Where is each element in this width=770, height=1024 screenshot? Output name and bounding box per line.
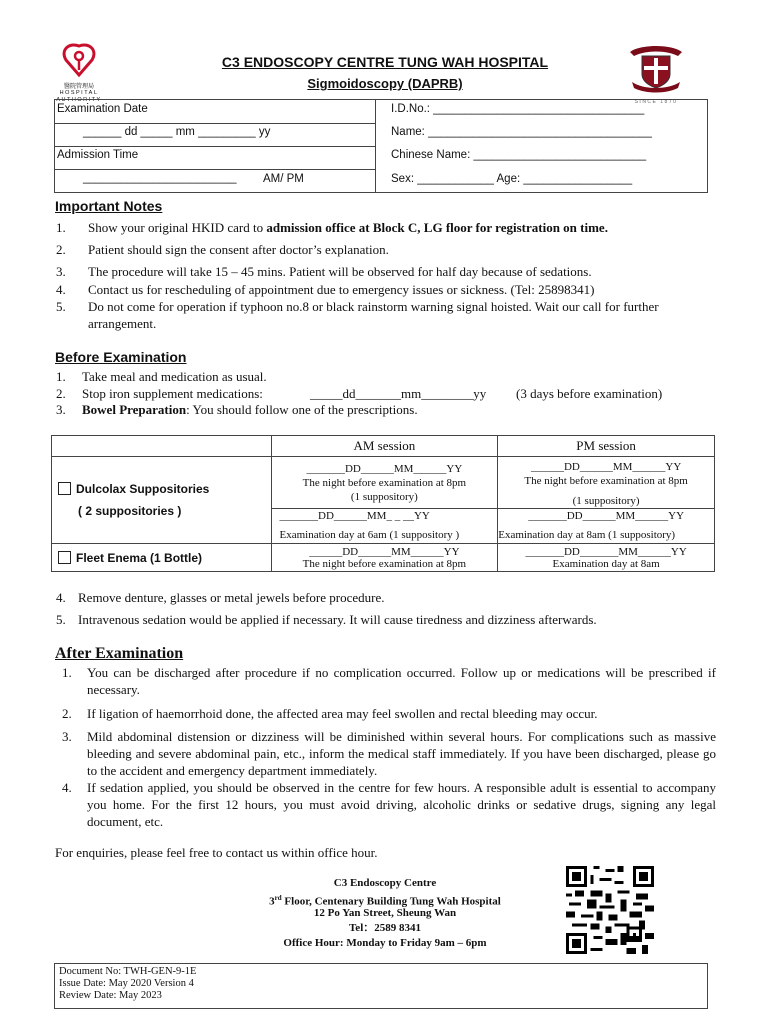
am-session-header: AM session [271, 436, 498, 457]
review-date: Review Date: May 2023 [59, 990, 162, 1001]
note-num: 5. [56, 299, 66, 314]
chinese-name-field[interactable]: Chinese Name: ___________________________ [391, 149, 647, 161]
pm-instruction: The night before examination at 8pm [524, 475, 688, 487]
tung-wah-crest [626, 42, 686, 105]
before-num: 3. [56, 402, 66, 417]
after-num: 4. [62, 780, 72, 795]
am-date-field[interactable]: _______DD______MM_ _ __YY [279, 510, 430, 522]
before-item [56, 401, 736, 418]
admission-time-field[interactable]: ________________________ [83, 172, 237, 184]
contact-hours: Office Hour: Monday to Friday 9am – 6pm [283, 937, 487, 949]
am-pm-label: AM/ PM [263, 173, 304, 185]
info-row-line-3 [55, 169, 375, 170]
note-num: 2. [56, 242, 66, 257]
after-exam-heading: After Examination [55, 645, 184, 662]
exam-date-field[interactable]: ______ dd _____ mm _________ yy [83, 126, 271, 138]
note-num: 1. [56, 220, 66, 235]
pm-date-field[interactable]: _______DD_______MM______YY [525, 545, 687, 558]
floor-number: 3 [269, 895, 275, 908]
after-item [62, 728, 716, 779]
note-text: Patient should sign the consent after doctor’s explanation. [88, 242, 389, 257]
doc-number: Document No: TWH-GEN-9-1E [59, 966, 197, 977]
iron-stop-date-field[interactable]: _____dd_______mm________yy [310, 386, 487, 401]
page-title: C3 ENDOSCOPY CENTRE TUNG WAH HOSPITAL [221, 54, 549, 70]
logo-authority-text: AUTHORITY [56, 97, 102, 103]
note-item [56, 298, 736, 332]
pm-date-field[interactable]: _______DD______MM______YY [528, 510, 685, 522]
note-num: 4. [56, 282, 66, 297]
crest-icon [626, 42, 686, 94]
contact-tel: Tel：2589 8341 [348, 922, 421, 934]
dulcolax-label: Dulcolax Suppositories [76, 482, 210, 496]
note-item [56, 281, 736, 298]
note-text: Do not come for operation if typhoon no.8 or black rainstorm warning signal hoisted. Wait our call for further arrangement. [88, 299, 659, 331]
after-text: You can be discharged after procedure if no complication occurred. Follow up or medications will be prescribed if necessary. [87, 665, 716, 697]
important-notes-heading: Important Notes [55, 198, 163, 214]
note-text: Contact us for rescheduling of appointment due to emergency issues or sickness. (Tel: 25898341) [88, 282, 595, 297]
info-row-line-1 [55, 123, 375, 124]
before-item [56, 611, 736, 628]
note-text: The procedure will take 15 – 45 mins. Patient will be observed for half day because of sedations. [88, 264, 592, 279]
dulcolax-checkbox[interactable] [58, 482, 71, 495]
after-text: If ligation of haemorrhoid done, the affected area may feel swollen and rectal bleeding may occur. [87, 706, 598, 721]
table-corner [52, 436, 272, 457]
am-instruction: The night before examination at 8pm [302, 476, 467, 489]
pm-instruction: Examination day at 8am [552, 557, 660, 570]
issue-date: Issue Date: May 2020 Version 4 [59, 978, 194, 989]
contact-street: 12 Po Yan Street, Sheung Wan [313, 907, 457, 919]
crest-since-text: SINCE 1870 [634, 99, 678, 105]
floor-suffix: rd [274, 894, 282, 902]
after-num: 2. [62, 706, 72, 721]
before-text: : You should follow one of the prescriptions. [186, 402, 418, 417]
enquiry-text: For enquiries, please feel free to contact us within office hour. [55, 845, 378, 860]
am-instruction: The night before examination at 8pm [302, 557, 467, 570]
am-date-field[interactable]: _______DD______MM______YY [306, 462, 463, 475]
before-note: (3 days before examination) [516, 386, 663, 401]
after-item [62, 705, 716, 722]
pm-date-field[interactable]: ______DD______MM______YY [530, 461, 682, 473]
before-exam-heading: Before Examination [55, 349, 187, 365]
bowel-prep-label: Bowel Preparation [82, 402, 187, 417]
logo-hospital-text: HOSPITAL [59, 90, 99, 96]
qr-code-icon[interactable] [566, 866, 654, 954]
name-field[interactable]: Name: ___________________________________ [391, 126, 652, 138]
dulcolax-sub: ( 2 suppositories ) [78, 504, 182, 518]
am-instruction: Examination day at 6am (1 suppository ) [279, 529, 460, 541]
page-subtitle: Sigmoidoscopy (DAPRB) [307, 76, 463, 91]
note-text: Show your original HKID card to [88, 220, 267, 235]
after-num: 1. [62, 665, 72, 680]
floor-rest: Floor, Centenary Building Tung Wah Hospital [281, 895, 501, 908]
before-item [56, 385, 736, 402]
before-item [56, 368, 736, 385]
am-date-field[interactable]: ______DD______MM______YY [309, 545, 460, 558]
note-item [56, 219, 736, 236]
before-text: Take meal and medication as usual. [82, 369, 267, 384]
fleet-checkbox[interactable] [58, 551, 71, 564]
before-item [56, 589, 736, 606]
logo-chinese-text: 醫院管理局 [63, 83, 94, 90]
before-num: 1. [56, 369, 66, 384]
document-footer [54, 963, 708, 1009]
dulcolax-option[interactable] [52, 457, 272, 544]
pm-session-header: PM session [498, 436, 715, 457]
exam-date-label: Examination Date [57, 103, 148, 115]
after-text: Mild abdominal distension or dizziness will be diminished within several hours. For complications such as massive bleeding and severe abdominal pain, etc., inform the medical staff immediately. If you have been discharged, please go to the accident and emergency department immediately. [87, 729, 716, 778]
fleet-enema-option[interactable] [52, 544, 272, 572]
sex-age-field[interactable]: Sex: ____________ Age: _________________ [391, 173, 633, 185]
after-item [62, 779, 716, 830]
hospital-authority-logo [52, 42, 106, 103]
contact-centre: C3 Endoscopy Centre [333, 877, 437, 889]
info-row-line-2 [55, 146, 375, 147]
am-dose: (1 suppository) [350, 490, 418, 503]
before-text: Remove denture, glasses or metal jewels before procedure. [78, 590, 385, 605]
note-bold-text: admission office at Block C, LG floor for registration on time. [266, 220, 608, 235]
after-item [62, 664, 716, 698]
pm-dose: (1 suppository) [572, 495, 640, 507]
fleet-label: Fleet Enema (1 Bottle) [76, 550, 203, 565]
pm-instruction: Examination day at 8am (1 suppository) [498, 529, 676, 541]
bowel-prep-table [51, 435, 715, 572]
before-text: Intravenous sedation would be applied if necessary. It will cause tiredness and dizziness afterwards. [78, 612, 597, 627]
id-no-field[interactable]: I.D.No.: _________________________________ [391, 103, 645, 115]
before-num: 2. [56, 386, 66, 401]
before-num: 4. [56, 590, 66, 605]
admission-time-label: Admission Time [57, 149, 139, 161]
after-num: 3. [62, 729, 72, 744]
note-num: 3. [56, 264, 66, 279]
note-item [56, 241, 736, 258]
patient-info-box [54, 99, 708, 193]
after-text: If sedation applied, you should be observed in the centre for few hours. A responsible adult is essential to accompany you home. For the first 12 hours, you must avoid driving, alcoholic drinks or sedative drugs, signing any legal document, etc. [87, 780, 716, 829]
note-item [56, 263, 736, 280]
before-text: Stop iron supplement medications: [82, 386, 263, 401]
info-divider [375, 100, 376, 192]
before-num: 5. [56, 612, 66, 627]
